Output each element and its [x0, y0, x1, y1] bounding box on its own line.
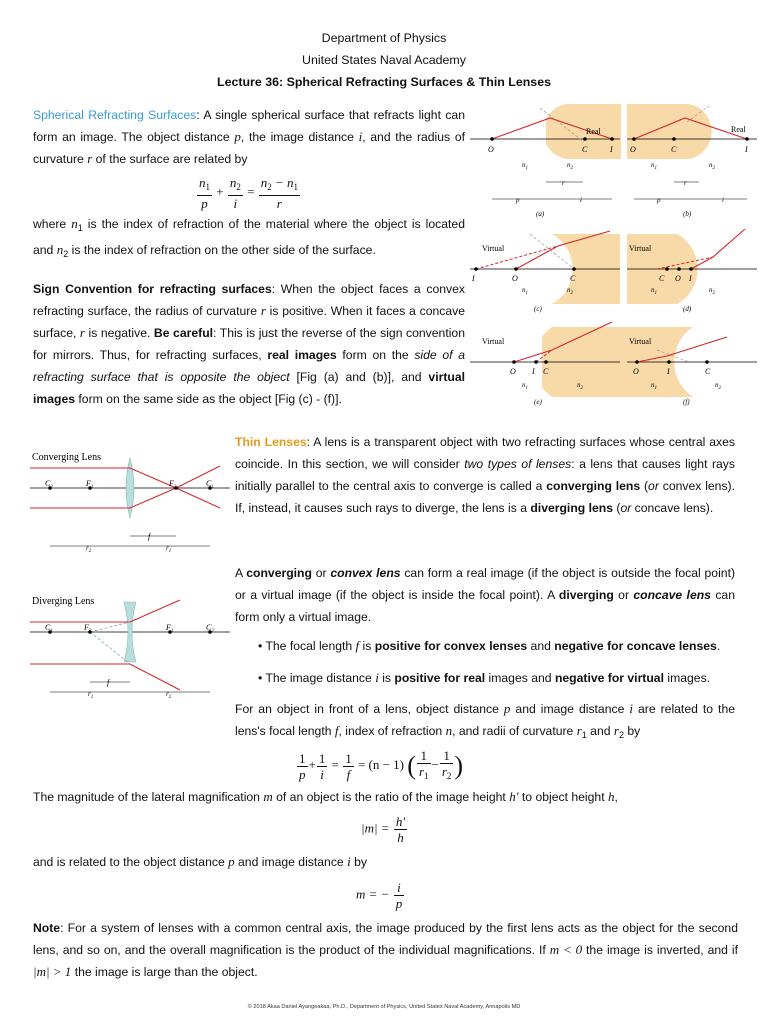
converging-lens-diagram	[30, 446, 230, 556]
svg-text:r1: $r_1$	[88, 690, 94, 700]
heading-thin-lenses: Thin Lenses	[235, 435, 307, 449]
svg-text:C: C	[570, 274, 576, 283]
academy-line: United States Naval Academy	[302, 53, 466, 67]
diverging-lens-diagram	[30, 590, 230, 700]
svg-text:i: i	[722, 196, 724, 204]
refraction-figures	[470, 104, 765, 404]
svg-text:O: O	[633, 367, 639, 376]
svg-text:Real: Real	[731, 125, 746, 134]
svg-text:F1: $F_1$	[166, 623, 174, 634]
svg-text:Virtual: Virtual	[482, 244, 505, 253]
svg-text:O: O	[675, 274, 681, 283]
section-spherical-p1: Spherical Refracting Surfaces: A single spherical surface that refracts light can form an image. The object distance p, the image distance i, and the radius of curvature r of the surface are related by	[33, 108, 465, 166]
svg-text:F2: $F_2$	[169, 479, 177, 490]
svg-text:C2: $C_2$	[206, 623, 214, 634]
heading-sign-convention: Sign Convention for refracting surfaces	[33, 282, 272, 296]
svg-text:F2: $F_2$	[84, 623, 92, 634]
real-label: Real	[586, 127, 601, 136]
svg-text:O: O	[512, 274, 518, 283]
svg-text:I: I	[689, 274, 692, 283]
heading-spherical-refracting-surfaces: Spherical Refracting Surfaces	[33, 108, 197, 122]
svg-text:Converging Lens: Converging Lens	[32, 452, 101, 463]
m-equation: m = − $\frac{i}{p}$	[356, 880, 403, 911]
figure-d	[627, 229, 757, 313]
svg-text:I: I	[745, 145, 748, 154]
figure-f	[627, 327, 757, 406]
bullet-image-distance: • The image distance i is positive for real images and negative for virtual images.	[258, 670, 711, 685]
svg-text:(e): (e)	[534, 398, 542, 406]
svg-text:n2: $n_2$	[715, 381, 721, 391]
section-thin-lenses-p1: Thin Lenses: A lens is a transparent object with two refracting surfaces whose central axes coincide. In this section, we will consider two types of lenses: a lens that causes light rays initially parallel to the central axis to converge is called a converging lens (or convex lens). If, instead, it causes such rays to diverge, the lens is a diverging lens (or concave lens).	[235, 435, 736, 515]
department-line: Department of Physics	[321, 31, 447, 45]
figure-e	[470, 322, 630, 406]
svg-text:f: f	[148, 532, 151, 541]
figure-a	[470, 104, 621, 218]
svg-text:r2: $r_2$	[166, 690, 172, 700]
svg-text:p: p	[516, 196, 520, 204]
lecture-title: Lecture 36: Spherical Refracting Surfaces & Thin Lenses	[217, 75, 551, 89]
svg-text:(b): (b)	[683, 210, 692, 218]
svg-text:C1: $C_1$	[45, 623, 53, 634]
svg-text:r1: $r_1$	[166, 544, 172, 554]
svg-text:I: I	[472, 274, 475, 283]
svg-text:I: I	[667, 367, 670, 376]
svg-text:(d): (d)	[683, 305, 692, 313]
svg-text:n2: $n_2$	[577, 381, 583, 391]
svg-text:p: p	[657, 196, 661, 204]
svg-text:(c): (c)	[534, 305, 542, 313]
svg-text:(f): (f)	[683, 398, 690, 406]
svg-text:n1: $n_1$	[522, 381, 528, 391]
note-paragraph: Note: For a system of lenses with a common central axis, the image produced by the first lens acts as the object for the second lens, and so on, and the overall magnification is the product of the individual magnifications. If m < 0 the image is inverted, and if |m| > 1 the image is large than the object.	[33, 921, 738, 979]
svg-text:Virtual: Virtual	[629, 337, 652, 346]
figure-b	[627, 104, 757, 218]
svg-text:Diverging Lens: Diverging Lens	[32, 596, 95, 607]
svg-text:n2: $n_2$	[567, 286, 573, 296]
svg-text:I: I	[532, 367, 535, 376]
svg-text:n1: $n_1$	[522, 286, 528, 296]
figure-c	[470, 231, 620, 313]
svg-text:(a): (a)	[536, 210, 545, 218]
svg-text:n2: $n_2$	[709, 286, 715, 296]
svg-text:O: O	[488, 145, 494, 154]
svg-text:r: r	[684, 179, 687, 187]
svg-text:f: f	[107, 678, 110, 687]
svg-text:O: O	[630, 145, 636, 154]
svg-text:i: i	[580, 196, 582, 204]
refraction-equation: $\frac{n_1}{p}$ + $\frac{n_2}{i}$ = $\frac{n_2 - n_1}{r}$	[199, 175, 298, 211]
svg-text:C: C	[582, 145, 588, 154]
svg-text:r2: $r_2$	[86, 544, 92, 554]
section-sign-convention: Sign Convention for refracting surfaces: When the object faces a convex refracting surface, the radius of curvature r is positive. When it faces a concave surface, r is negative. Be careful: This is just the reverse of the sign convention for mirrors. Thus, for refracting surfaces, real images form on the side of a refracting surface that is opposite the object [Fig (a) and (b)], and virtual images form on the same side as the object [Fig (c) - (f)].	[33, 282, 465, 406]
svg-text:C: C	[659, 274, 665, 283]
svg-text:C: C	[705, 367, 711, 376]
svg-text:n1: $n_1$	[651, 161, 657, 171]
svg-text:n1: $n_1$	[651, 286, 657, 296]
bullet-focal-length: • The focal length f is positive for convex lenses and negative for concave lenses.	[258, 638, 721, 653]
magnification-equation: |m| = $\frac{h'}{h}$	[361, 814, 406, 845]
magnification-paragraph: The magnitude of the lateral magnification m of an object is the ratio of the image height h′ to object height h,	[33, 789, 618, 804]
svg-text:Virtual: Virtual	[629, 244, 652, 253]
svg-text:n2: $n_2$	[567, 161, 573, 171]
svg-text:C2: $C_2$	[45, 479, 53, 490]
svg-text:n1: $n_1$	[522, 161, 528, 171]
svg-text:I: I	[610, 145, 613, 154]
svg-text:n1: $n_1$	[651, 381, 657, 391]
svg-text:n2: $n_2$	[709, 161, 715, 171]
lens-maker-equation: $\frac{1}{p}$ + $\frac{1}{i}$ = $\frac{1}{f}$ = (n − 1) ( $\frac{1}{r_1}$ − $\frac{1}{r_2}$ )	[299, 748, 464, 782]
svg-text:C: C	[671, 145, 677, 154]
svg-text:C: C	[543, 367, 549, 376]
svg-text:F1: $F_1$	[86, 479, 94, 490]
svg-text:O: O	[510, 367, 516, 376]
svg-text:r: r	[562, 179, 565, 187]
svg-text:C1: $C_1$	[206, 479, 214, 490]
section-thin-lenses-p3: For an object in front of a lens, object distance p and image distance i are related to the lens's focal length f, index of refraction n, and radii of curvature $r_1$ and $r_2$ by	[235, 701, 735, 740]
footer-copyright: © 2018 Akaa Daniel Ayangeakaa, Ph.D., Department of Physics, United States Naval Academy, Annapolis MD	[247, 1004, 521, 1010]
section-spherical-p2: where $n_1$ is the index of refraction of the material where the object is located and $n_2$ is the index of refraction on the other side of the surface.	[33, 216, 465, 259]
relation-paragraph: and is related to the object distance p and image distance i by	[33, 854, 367, 869]
svg-text:Virtual: Virtual	[482, 337, 505, 346]
section-thin-lenses-p2: A converging or convex lens can form a real image (if the object is outside the focal point) or a virtual image (if the object is inside the focal point). A diverging or concave lens can form only a virtual image.	[235, 566, 736, 624]
